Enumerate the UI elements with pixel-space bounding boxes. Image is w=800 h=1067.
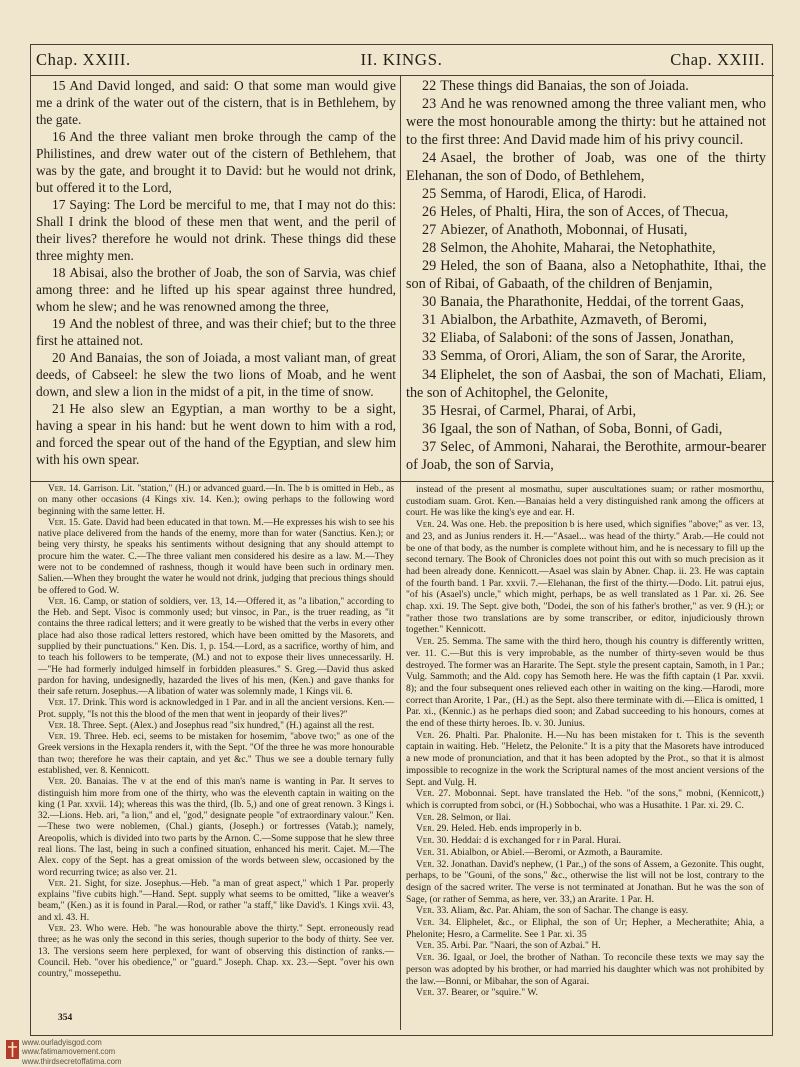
verse bbox=[406, 366, 766, 402]
verse-number: 16 bbox=[52, 129, 66, 145]
running-header bbox=[34, 50, 769, 72]
verse bbox=[36, 349, 396, 400]
verse-text: Eliaba, of Salaboni: of the sons of Jassen, Jonathan, bbox=[440, 330, 734, 347]
footnote-text: Gate. David had been educated in that town. M.—He expresses his wish to see his native place delivered from the hands of the enemy, more than for water (Sanctius. Ken.); or being very thirsty, he speaks his sentiments without designing that any should attempt to procure him the water. C.—The three valiant men considered his desire as a law. M.—They were not to be condemned of rashness, though it would have been such in ordinary men. Salien.—When they brought the water he would not drink, judging that precious things should be offered to God. W. bbox=[38, 517, 394, 596]
footnote-text: Phalti. Par. Phalonite. H.—Nu has been mistaken for t. This is the seventh captain in waiting. Heb. "Heletz, the Pelonite." It is a pity that the Masorets have introduced a new mode of pronunciation, and that it has been adopted by the Prot., so that it is almost impossible to recognize in the work the Scriptural names of the most ancient versions of the Sept. and Vulg. H. bbox=[406, 729, 764, 788]
footnote-verse-ref: Ver. 34. bbox=[416, 917, 452, 929]
verse bbox=[406, 77, 766, 95]
footnote bbox=[406, 917, 764, 940]
footnote-text: Heled. Heb. ends improperly in b. bbox=[451, 823, 582, 835]
footnote-verse-ref: Ver. 29. bbox=[416, 823, 449, 835]
verse-text: And the three valiant men broke through the camp of the Philistines, and drew water out of the cistern of Bethlehem, that was by the gate, and brought it to David: but he would not drink, but offered it to the Lord, bbox=[36, 129, 396, 196]
footnote bbox=[406, 484, 764, 519]
verse-text: Abisai, also the brother of Joab, the son of Sarvia, was chief among three: and he lifted up his spear against three hundred, whom he slew; and he was renowned among the three, bbox=[36, 265, 396, 315]
verse-text: Heles, of Phalti, Hira, the son of Acces, of Thecua, bbox=[440, 204, 729, 221]
watermark-urls bbox=[22, 1038, 122, 1066]
watermark-url[interactable]: www.ourladyisgod.com bbox=[22, 1038, 102, 1047]
footnote-verse-ref: Ver. 14. bbox=[48, 484, 81, 494]
footnote-verse-ref: Ver. 37. bbox=[416, 987, 449, 999]
verse bbox=[406, 293, 766, 311]
verse bbox=[406, 329, 766, 347]
footnote-verse-ref: Ver. 23. bbox=[48, 923, 82, 934]
chapter-left: Chap. XXIII. bbox=[36, 50, 131, 69]
verse-number: 31 bbox=[422, 312, 437, 329]
footnote-verse-ref: Ver. 19. bbox=[48, 732, 82, 743]
verse-number: 26 bbox=[422, 204, 437, 221]
footnote-text: Arbi. Par. "Naari, the son of Azbai." H. bbox=[450, 940, 601, 952]
footnote-text: Bearer, or "squire." W. bbox=[451, 987, 538, 999]
footnote-text: Camp, or station of soldiers, ver. 13, 14.—Offered it, as "a libation," according to the Heb. and Sept. Visoc is commonly used; but vinsoc, in Par., is the truer reading, as "it contains the three radical letters; and it were greatly to be wished that the verbs in every other place had also those radical letters restored, which have been omitted by the Masorets, and supplied by their punctuations." Ken. Dis. 1, p. 154.—Lord, as a sacrifice, worthy of him, and to teach his followers to be temperate, (M.) and not to expose their lives unnecessarily. H.—"He had formerly indulged himself in forbidden pleasures." S. Greg.—David thus asked pardon for having, undesignedly, hazarded the lives of his men, (Ken.) and gave thanks for their safe return. Josephus.—A libation of water was solemnly made, 1 Kings vii. 6. bbox=[38, 596, 395, 698]
verse bbox=[406, 347, 766, 365]
verse-number: 23 bbox=[422, 96, 437, 113]
footnote bbox=[38, 698, 394, 721]
verse-text: Semma, of Orori, Aliam, the son of Sarar, the Arorite, bbox=[440, 348, 746, 365]
verse-text: Igaal, the son of Nathan, of Soba, Bonni, of Gadi, bbox=[440, 420, 723, 437]
footnote-text: Mobonnai. Sept. have translated the Heb. "of the sons," mobni, (Kennicott,) which is corrupted from sobci, or (H.) Sobbochai, who was a Husathite. 1 Par. xi. 29. C. bbox=[406, 788, 764, 811]
footnote-verse-ref: Ver. 33. bbox=[416, 905, 449, 917]
verse-text: Eliphelet, the son of Aasbai, the son of Machati, Eliam, the son of Achitophel, the Gelonite, bbox=[406, 366, 766, 401]
page-number: 354 bbox=[58, 1013, 73, 1023]
footnote bbox=[406, 636, 764, 730]
verse-number: 25 bbox=[422, 186, 437, 203]
verse-number: 18 bbox=[52, 265, 66, 281]
footnote bbox=[38, 924, 394, 980]
footnote bbox=[406, 812, 764, 824]
verse-text: Selmon, the Ahohite, Maharai, the Netophathite, bbox=[440, 240, 716, 257]
footnote-text: Who were. Heb. "he was honourable above the thirty." Sept. erroneously read three; as he was only the second in this series, though superior to the body of thirty. See ver. 13. The versions seem here perplexed, for want of observing this distinction of ranks.—Council. Heb. "over his obedience," or "guard." Joseph. Chap. xx. 23.—Sept. "over his own country," mossepethu. bbox=[38, 923, 394, 980]
footnote-verse-ref: Ver. 24. bbox=[416, 519, 449, 531]
verse-number: 27 bbox=[422, 222, 437, 239]
footnote-text: Was one. Heb. the preposition b is here used, which signifies "above;" as ver. 13, and 23, and as Junius renders it. H.—"Asael... was head of the thirty." Arab.—He could not be one of that body, as the number is complete without him, and he is necessary to fill up the second ternary. The Book of Chronicles does not point this out with so much precision as it had been already done. Kennicott.—Asael was slain by Abner. Chap. ii. 23. He was captain of the fourth band. 1 Par. xxvii. 7.—Elehanan, the first of the thirty.—Dodo. Lit. patrui ejus, "of his (Asael's) uncle," which might, perhaps, be as well translated as 1 Par. xi. 26. See chap. xxi. 19. The Sept. give both, "Dodei, the son of his father's brother," as ver. 9 (H.); or "rather those two translations are by some transcriber, or editor, injudiciously thrown together." Kennicott. bbox=[406, 519, 764, 636]
footnote-verse-ref: Ver. 16. bbox=[48, 596, 81, 607]
verse-number: 24 bbox=[422, 150, 437, 167]
verse-text: Semma, of Harodi, Elica, of Harodi. bbox=[440, 186, 647, 203]
verse-number: 15 bbox=[52, 78, 66, 93]
verse-text: And David longed, and said: O that some man would give me a drink of the water out of the cistern, that is in Bethlehem, by the gate. bbox=[36, 78, 396, 128]
verses-column-left bbox=[36, 77, 396, 468]
watermark-url[interactable]: www.fatimamovement.com bbox=[22, 1047, 116, 1057]
verse-number: 36 bbox=[422, 420, 437, 437]
watermark-url[interactable]: www.thirdsecretoffatima.com bbox=[22, 1056, 122, 1066]
footnote bbox=[406, 859, 764, 906]
verse-number: 34 bbox=[422, 366, 437, 383]
verse bbox=[36, 315, 396, 349]
footnote-text: Selmon, or Ilai. bbox=[451, 811, 511, 823]
verse-number: 33 bbox=[422, 348, 437, 365]
verse-text: And he was renowned among the three valiant men, who were the most honourable among the thirty: but he attained not to the first three: And David made him of his privy council. bbox=[406, 96, 766, 149]
verse bbox=[406, 95, 766, 149]
footnote-text: Three. Heb. eci, seems to be mistaken for hosemim, "above two;" as one of the Greek versions in the Hexapla renders it, with the Sept. "Of the three he was more honourable than two; therefore he was their captain, and yet &c." Thus we see a double ternary fully established, ver. 8. Kennicott. bbox=[38, 732, 395, 777]
footnote-text: Jonathan. David's nephew, (1 Par.,) of the sons of Assem, a Gezonite. This ought, perhaps, to be "Gouni, of the sons," &c., otherwise the list will not be lost, contrary to the design of the sacred writer. The verse is not terminated at Jonathan. But he was the son of Sage, (or rather of Semma, as here, ver. 33,) an Ararite. 1 Par. H. bbox=[406, 858, 764, 905]
verse-number: 28 bbox=[422, 240, 437, 257]
footnote-text: Eliphelet, &c., or Eliphal, the son of Ur; Hepher, a Mecherathite; Ahia, a Phelonite; Hesro, a Carmelite. See 1 Par. xi. 35 bbox=[406, 917, 764, 940]
verse-number: 21 bbox=[52, 401, 66, 417]
verse-number: 20 bbox=[52, 350, 66, 366]
footnote bbox=[38, 518, 394, 597]
verse bbox=[406, 221, 766, 239]
footnote-verse-ref: Ver. 30. bbox=[416, 835, 449, 847]
footnote-verse-ref: Ver. 18. bbox=[48, 720, 81, 731]
footnote-text: Three. Sept. (Alex.) and Josephus read "six hundred," (H.) against all the rest. bbox=[82, 720, 375, 731]
verse bbox=[406, 149, 766, 185]
verse-number: 17 bbox=[52, 197, 66, 213]
verse-number: 22 bbox=[422, 78, 437, 94]
footnote-verse-ref: Ver. 17. bbox=[48, 698, 81, 709]
footnote bbox=[38, 732, 394, 777]
verse bbox=[36, 264, 396, 315]
verse bbox=[406, 420, 766, 438]
chapter-right: Chap. XXIII. bbox=[670, 50, 765, 69]
verse-text: Abiezer, of Anathoth, Mobonnai, of Husati, bbox=[440, 222, 688, 239]
footnote-verse-ref: Ver. 31. bbox=[416, 846, 449, 858]
verse bbox=[406, 311, 766, 329]
footnote-text: Heddai: d is exchanged for r in Paral. Hurai. bbox=[451, 835, 622, 847]
footnote-text: instead of the present al mosmathu, super auscultationes suam; or rather mosmorthu, custodiam suam. Grot. Ken.—Banaias held a very distinguished rank among the officers at court. He was like the king's eye and ear. H. bbox=[406, 484, 764, 519]
footnote-text: Abialbon, or Abiel.—Beromi, or Azmoth, a Bauramite. bbox=[450, 846, 663, 858]
verse-text: And Banaias, the son of Joiada, a most valiant man, of great deeds, of Cabseel: he slew the two lions of Moab, and he went down, and slew a lion in the midst of a pit, in the time of snow. bbox=[36, 350, 396, 400]
footnote bbox=[406, 905, 764, 917]
verse-text: Hesrai, of Carmel, Pharai, of Arbi, bbox=[440, 402, 636, 419]
footnote-verse-ref: Ver. 15. bbox=[48, 517, 81, 528]
site-logo-icon bbox=[5, 1039, 20, 1060]
verse-text: Abialbon, the Arbathite, Azmaveth, of Beromi, bbox=[440, 312, 707, 329]
footnote bbox=[406, 952, 764, 987]
verse-text: Saying: The Lord be merciful to me, that I may not do this: Shall I drink the blood of these men that went, and the peril of their lives? therefore he would not drink. These things did these three mighty men. bbox=[36, 197, 396, 264]
verse bbox=[36, 400, 396, 468]
verse-text: Banaia, the Pharathonite, Heddai, of the torrent Gaas, bbox=[440, 294, 744, 311]
verse-number: 32 bbox=[422, 330, 437, 347]
footnote bbox=[406, 823, 764, 835]
verse bbox=[406, 185, 766, 203]
footnote-verse-ref: Ver. 27. bbox=[416, 788, 451, 800]
footnote-text: Banaias. The v at the end of this man's name is wanting in Par. It serves to distinguish him more from one of the thirty, who was the eleventh captain in waiting on the king (1 Par. xxvii. 14); whereas this was the third, (Ib. 5,) and one of great renown. 3 Kings i. 32.—Lions. Heb. ari, "a lion," and el, "god," designate people "of extraordinary valour." Ken.—These two were noblemen, (Chal.) giants, (Joseph.) or fortresses (Vatab.); namely, Areopolis, which is divided into two parts by the Arnon. C.—Some suppose that he slew three real lions. The last, being in such a confined situation, enhanced his merit. Cajet. M.—The Alex. copy of the Sept. has a great omission of the words between slew, occasioned by the word recurring twice; as also ver. 21. bbox=[38, 777, 395, 878]
footnote-text: Aliam, &c. Par. Ahiam, the son of Sachar. The change is easy. bbox=[450, 905, 689, 917]
verse-text: Selec, of Ammoni, Naharai, the Berothite, armour-bearer of Joab, the son of Sarvia, bbox=[406, 438, 766, 473]
verse bbox=[406, 239, 766, 257]
header-rule bbox=[30, 75, 774, 76]
footnote bbox=[406, 835, 764, 847]
footnote bbox=[38, 777, 394, 879]
footnote-text: Garrison. Lit. "station," (H.) or advanced guard.—In. The b is omitted in Heb., as on many other occasions (4 Kings xiv. 14. Ken.); owing perhaps to the following word beginning with the same letter. H. bbox=[38, 484, 395, 517]
footnote bbox=[406, 519, 764, 636]
notes-rule bbox=[30, 481, 774, 482]
footnote bbox=[38, 721, 394, 732]
verse-text: And the noblest of three, and was their chief; but to the three first he attained not. bbox=[36, 316, 396, 349]
book-title: II. KINGS. bbox=[360, 50, 443, 69]
footnote bbox=[406, 730, 764, 789]
verse bbox=[406, 438, 766, 474]
footnote bbox=[406, 847, 764, 859]
footnote bbox=[38, 879, 394, 924]
verse bbox=[406, 203, 766, 221]
footnotes-column-left bbox=[38, 484, 394, 980]
verse bbox=[406, 257, 766, 293]
footnote bbox=[406, 788, 764, 811]
verses-column-right bbox=[406, 77, 766, 474]
column-divider bbox=[400, 76, 401, 1030]
footnotes-column-right bbox=[406, 484, 764, 999]
footnote-verse-ref: Ver. 21. bbox=[48, 878, 82, 889]
verse-text: Heled, the son of Baana, also a Netophathite, Ithai, the son of Ribai, of Gabaath, of the children of Benjamin, bbox=[406, 258, 766, 293]
verse-number: 37 bbox=[422, 438, 437, 455]
footnote-verse-ref: Ver. 26. bbox=[416, 729, 451, 741]
footnote bbox=[406, 940, 764, 952]
footnote-text: Drink. This word is acknowledged in 1 Par. and in all the ancient versions. Ken.—Prot. supply, "Is not this the blood of the men that went in jeopardy of their lives?" bbox=[38, 698, 395, 720]
verse bbox=[36, 196, 396, 264]
verse-number: 35 bbox=[422, 402, 437, 419]
verse bbox=[36, 128, 396, 196]
verse-number: 29 bbox=[422, 258, 437, 275]
verse-number: 19 bbox=[52, 316, 66, 332]
verse bbox=[406, 402, 766, 420]
verse-text: He also slew an Egyptian, a man worthy to be a sight, having a spear in his hand: but he went down to him with a rod, and forced the spear out of the hand of the Egyptian, and slew him with his own spear. bbox=[36, 401, 396, 468]
verse-text: Asael, the brother of Joab, was one of the thirty Elehanan, the son of Dodo, of Bethlehem, bbox=[406, 150, 766, 185]
footnote-text: Sight, for size. Josephus.—Heb. "a man of great aspect," which 1 Par. properly explains "five cubits high."—Hand. Sept. supply what seems to be omitted, "like a weaver's beam," (Ken.) as it is found in Paral.—Rod, or rather "a staff," like David's. 1 Kings xvii. 43, and xl. 43. H. bbox=[38, 878, 395, 923]
footnote bbox=[406, 987, 764, 999]
footnote-verse-ref: Ver. 36. bbox=[416, 952, 450, 964]
footnote bbox=[38, 484, 394, 518]
verse-text: These things did Banaias, the son of Joiada. bbox=[440, 78, 689, 94]
verse-number: 30 bbox=[422, 294, 437, 311]
footnote-verse-ref: Ver. 28. bbox=[416, 811, 449, 823]
footnote-verse-ref: Ver. 32. bbox=[416, 858, 449, 870]
footnote-verse-ref: Ver. 25. bbox=[416, 636, 450, 648]
footnote-verse-ref: Ver. 20. bbox=[48, 777, 82, 788]
footnote-text: Semma. The same with the third hero, though his country is differently written, ver. 11. C.—But this is very improbable, as the number of thirty-seven would be thus destroyed. The former was an Hararite. The Sept. style the present captain, Samoth, in 1 Par.; Vulg. Sammoth; and the Ald. copy has Semoth here. He was the fifth captain (1 Par. xxvii. 8); and the four subsequent ones relieved each other in waiting on the king.—Harodi, more correct than Arorite, 1 Par., (H.) as the Sept. also there terminate with di.—Elica is omitted, 1 Par. xi., (Kennic.) as he perhaps died soon; and Zabad succeeding to his honours, comes at the end of these thirty heroes. Ib. v. 30. Junius. bbox=[406, 636, 764, 730]
footnote-verse-ref: Ver. 35. bbox=[416, 940, 449, 952]
footnote-text: Igaal, or Joel, the brother of Nathan. To reconcile these texts we may say the person was adopted by his brother, or had married his daughter which was not prohibited by the law.—Bonni, or Mibahar, the son of Agarai. bbox=[406, 952, 764, 987]
verse bbox=[36, 77, 396, 128]
footnote bbox=[38, 597, 394, 699]
